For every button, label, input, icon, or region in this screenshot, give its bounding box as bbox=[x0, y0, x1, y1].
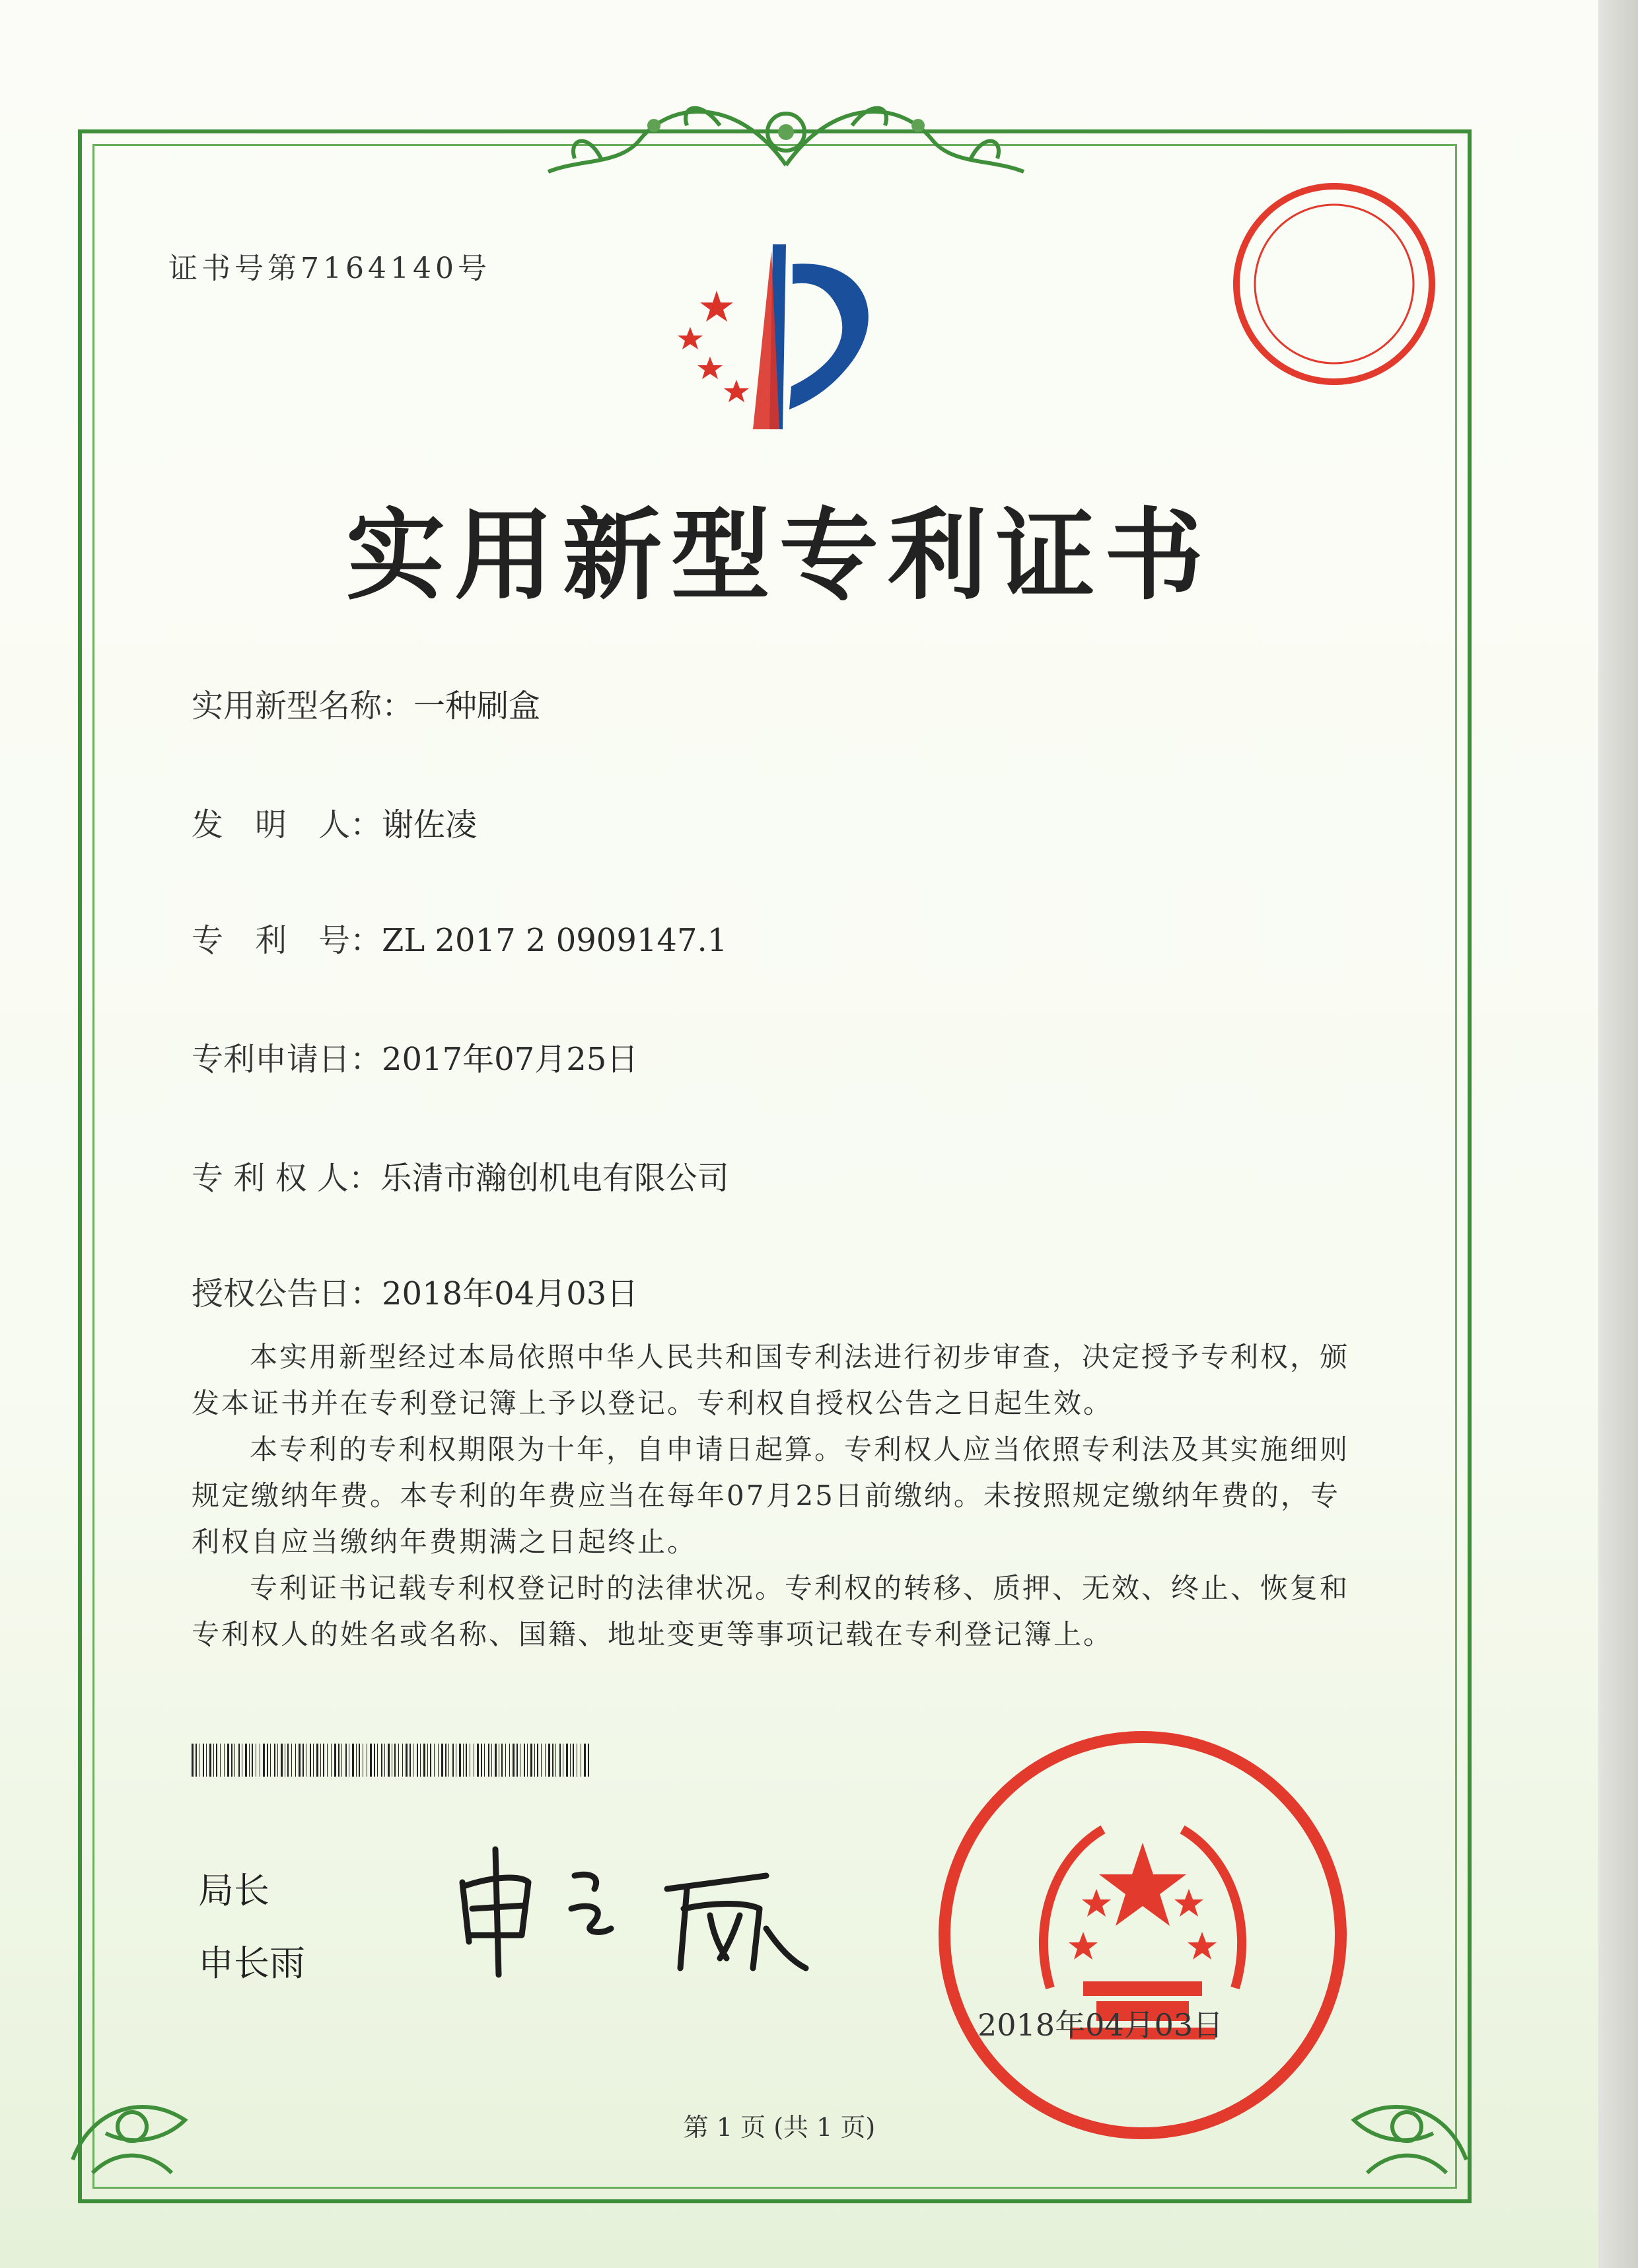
body-paragraph-3: 专利证书记载专利权登记时的法律状况。专利权的转移、质押、无效、终止、恢复和专利权人的姓名或名称、国籍、地址变更等事项记载在专利登记簿上。 bbox=[192, 1572, 1350, 1650]
seal-date: 2018年04月03日 bbox=[978, 2007, 1224, 2043]
field-label: 专 利 号： bbox=[192, 922, 382, 959]
field-value: 2017年07月25日 bbox=[382, 1041, 639, 1078]
certificate-body bbox=[192, 1334, 1367, 1658]
field-label: 实用新型名称： bbox=[192, 688, 414, 725]
body-paragraph-2: 本专利的专利权期限为十年，自申请日起算。专利权人应当依照专利法及其实施细则规定缴纳年费。本专利的年费应当在每年07月25日前缴纳。未按照规定缴纳年费的，专利权自应当缴纳年费期满之日起终止。 bbox=[192, 1433, 1350, 1558]
certificate-title: 实用新型专利证书 bbox=[345, 497, 1213, 614]
page-number: 第 1 页 (共 1 页) bbox=[683, 2113, 876, 2142]
field-label: 专利申请日： bbox=[192, 1041, 382, 1078]
tax-stamp-seal bbox=[1228, 178, 1440, 390]
body-paragraph-1: 本实用新型经过本局依照中华人民共和国专利法进行初步审查，决定授予专利权，颁发本证书并在专利登记簿上予以登记。专利权自授权公告之日起生效。 bbox=[192, 1341, 1350, 1419]
barcode bbox=[192, 1744, 594, 1777]
field-label: 专 利 权 人： bbox=[192, 1160, 380, 1197]
field-value: ZL 2017 2 0909147.1 bbox=[382, 922, 728, 959]
field-grant-date bbox=[192, 1268, 638, 1314]
field-value: 一种刷盒 bbox=[413, 688, 541, 725]
patent-office-emblem bbox=[654, 238, 905, 436]
director-name: 申长雨 bbox=[198, 1942, 305, 1984]
field-inventor bbox=[192, 799, 477, 845]
field-patent-number bbox=[192, 915, 727, 960]
field-value: 谢佐凌 bbox=[382, 806, 478, 843]
field-value: 乐清市瀚创机电有限公司 bbox=[380, 1160, 729, 1197]
top-ornament bbox=[522, 86, 1050, 185]
field-value: 2018年04月03日 bbox=[382, 1275, 639, 1312]
director-title: 局长 bbox=[198, 1870, 269, 1911]
field-patentee bbox=[192, 1152, 729, 1198]
field-filing-date bbox=[192, 1034, 638, 1079]
page-edge bbox=[1598, 0, 1638, 2268]
field-label: 发 明 人： bbox=[192, 806, 382, 843]
field-utility-model-name bbox=[192, 680, 540, 726]
official-seal bbox=[931, 1724, 1354, 2146]
handwritten-signature bbox=[449, 1836, 819, 1981]
field-label: 授权公告日： bbox=[192, 1275, 382, 1312]
certificate-number: 证书号第7164140号 bbox=[168, 252, 491, 285]
